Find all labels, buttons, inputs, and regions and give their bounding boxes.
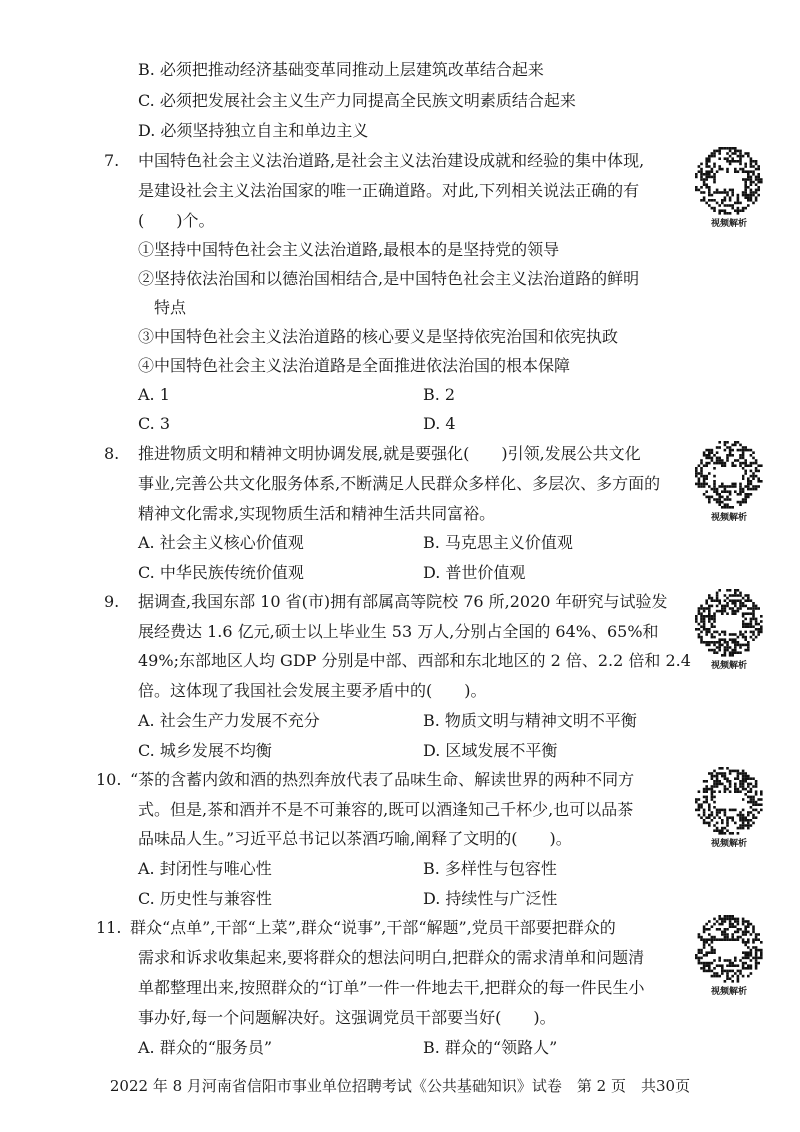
q9-option-a: A. 社会生产力发展不充分	[138, 711, 320, 730]
q7-stem-line-3: ( )个。	[138, 211, 215, 230]
q11-stem-line-1: 群众“点单”,干部“上菜”,群众“说事”,干部“解题”,党员干部要把群众的	[130, 918, 616, 937]
q9-stem-line-1: 据调查,我国东部 10 省(市)拥有部属高等院校 76 所,2020 年研究与试验发	[138, 592, 668, 611]
q8-number: 8.	[104, 444, 120, 463]
q11-stem-line-4: 事办好,每一个问题解决好。这强调党员干部要当好( )。	[138, 1008, 556, 1027]
q7-item-2: ②坚持依法治国和以德治国相结合,是中国特色社会主义法治道路的鲜明	[138, 269, 640, 288]
q9-video-qr[interactable]	[692, 588, 766, 676]
q11-option-a: A. 群众的“服务员”	[138, 1038, 273, 1057]
q10-stem-line-2: 式。但是,茶和酒并不是不可兼容的,既可以酒逢知己千杯少,也可以品茶	[138, 800, 634, 819]
q11-stem-line-3: 单都整理出来,按照群众的“订单”一件一件地去干,把群众的每一件民生小	[138, 978, 645, 997]
q9-stem-line-3: 49%;东部地区人均 GDP 分别是中部、西部和东北地区的 2 倍、2.2 倍和 2.4	[138, 651, 691, 670]
qr-code-icon	[692, 914, 766, 984]
q8-option-a: A. 社会主义核心价值观	[138, 533, 304, 552]
q8-stem-line-3: 精神文化需求,实现物质生活和精神生活共同富裕。	[138, 504, 496, 523]
q10-option-b: B. 多样性与包容性	[423, 859, 557, 878]
prev-option-c: C. 必须把发展社会主义生产力同提高全民族文明素质结合起来	[138, 91, 576, 110]
q10-stem-line-3: 品味品人生。”习近平总书记以茶酒巧喻,阐释了文明的( )。	[138, 829, 572, 848]
q7-stem-line-1: 中国特色社会主义法治道路,是社会主义法治建设成就和经验的集中体现,	[138, 151, 645, 170]
q10-qr-caption: 视频解析	[710, 839, 747, 849]
q10-option-a: A. 封闭性与唯心性	[138, 859, 272, 878]
q7-item-1: ①坚持中国特色社会主义法治道路,最根本的是坚持党的领导	[138, 240, 560, 259]
q11-option-b: B. 群众的“领路人”	[423, 1038, 558, 1057]
prev-option-b: B. 必须把推动经济基础变革同推动上层建筑改革结合起来	[138, 60, 544, 79]
q10-number: 10.	[96, 770, 122, 789]
q11-number: 11.	[96, 918, 122, 937]
q8-qr-caption: 视频解析	[710, 513, 747, 523]
q7-item-4: ④中国特色社会主义法治道路是全面推进依法治国的根本保障	[138, 356, 571, 375]
q10-option-c: C. 历史性与兼容性	[138, 889, 272, 908]
q7-item-2-cont: 特点	[154, 298, 187, 317]
q7-stem-line-2: 是建设社会主义法治国家的唯一正确道路。对此,下列相关说法正确的有	[138, 181, 640, 200]
q7-qr-caption: 视频解析	[710, 219, 747, 229]
q8-option-b: B. 马克思主义价值观	[423, 533, 573, 552]
q7-option-a: A. 1	[138, 385, 170, 404]
q9-qr-caption: 视频解析	[710, 661, 747, 671]
qr-code-icon	[692, 146, 766, 216]
q7-option-b: B. 2	[423, 385, 456, 404]
q7-video-qr[interactable]	[692, 146, 766, 234]
qr-code-icon	[692, 766, 766, 836]
q7-item-3: ③中国特色社会主义法治道路的核心要义是坚持依宪治国和依宪执政	[138, 327, 619, 346]
q9-number: 9.	[104, 592, 120, 611]
q7-option-d: D. 4	[423, 414, 456, 433]
q8-video-qr[interactable]	[692, 440, 766, 528]
q7-number: 7.	[104, 151, 120, 170]
qr-code-icon	[692, 588, 766, 658]
q11-stem-line-2: 需求和诉求收集起来,要将群众的想法问明白,把群众的需求清单和问题清	[138, 948, 645, 967]
q8-option-d: D. 普世价值观	[423, 563, 526, 582]
q11-qr-caption: 视频解析	[710, 987, 747, 997]
q10-video-qr[interactable]	[692, 766, 766, 854]
page-footer: 2022 年 8 月河南省信阳市事业单位招聘考试《公共基础知识》试卷 第 2 页 共30页	[109, 1077, 691, 1095]
q9-option-b: B. 物质文明与精神文明不平衡	[423, 711, 637, 730]
qr-code-icon	[692, 440, 766, 510]
q11-video-qr[interactable]	[692, 914, 766, 1002]
q8-option-c: C. 中华民族传统价值观	[138, 563, 304, 582]
q9-stem-line-4: 倍。这体现了我国社会发展主要矛盾中的( )。	[138, 681, 487, 700]
q9-stem-line-2: 展经费达 1.6 亿元,硕士以上毕业生 53 万人,分别占全国的 64%、65%和	[138, 622, 659, 641]
q10-stem-line-1: “茶的含蓄内敛和酒的热烈奔放代表了品味生命、解读世界的两种不同方	[130, 770, 635, 789]
q9-option-c: C. 城乡发展不均衡	[138, 741, 272, 760]
q8-stem-line-1: 推进物质文明和精神文明协调发展,就是要强化( )引领,发展公共文化	[138, 444, 641, 463]
q7-option-c: C. 3	[138, 414, 171, 433]
q9-option-d: D. 区域发展不平衡	[423, 741, 558, 760]
prev-option-d: D. 必须坚持独立自主和单边主义	[138, 121, 369, 140]
q10-option-d: D. 持续性与广泛性	[423, 889, 558, 908]
q8-stem-line-2: 事业,完善公共文化服务体系,不断满足人民群众多样化、多层次、多方面的	[138, 474, 661, 493]
